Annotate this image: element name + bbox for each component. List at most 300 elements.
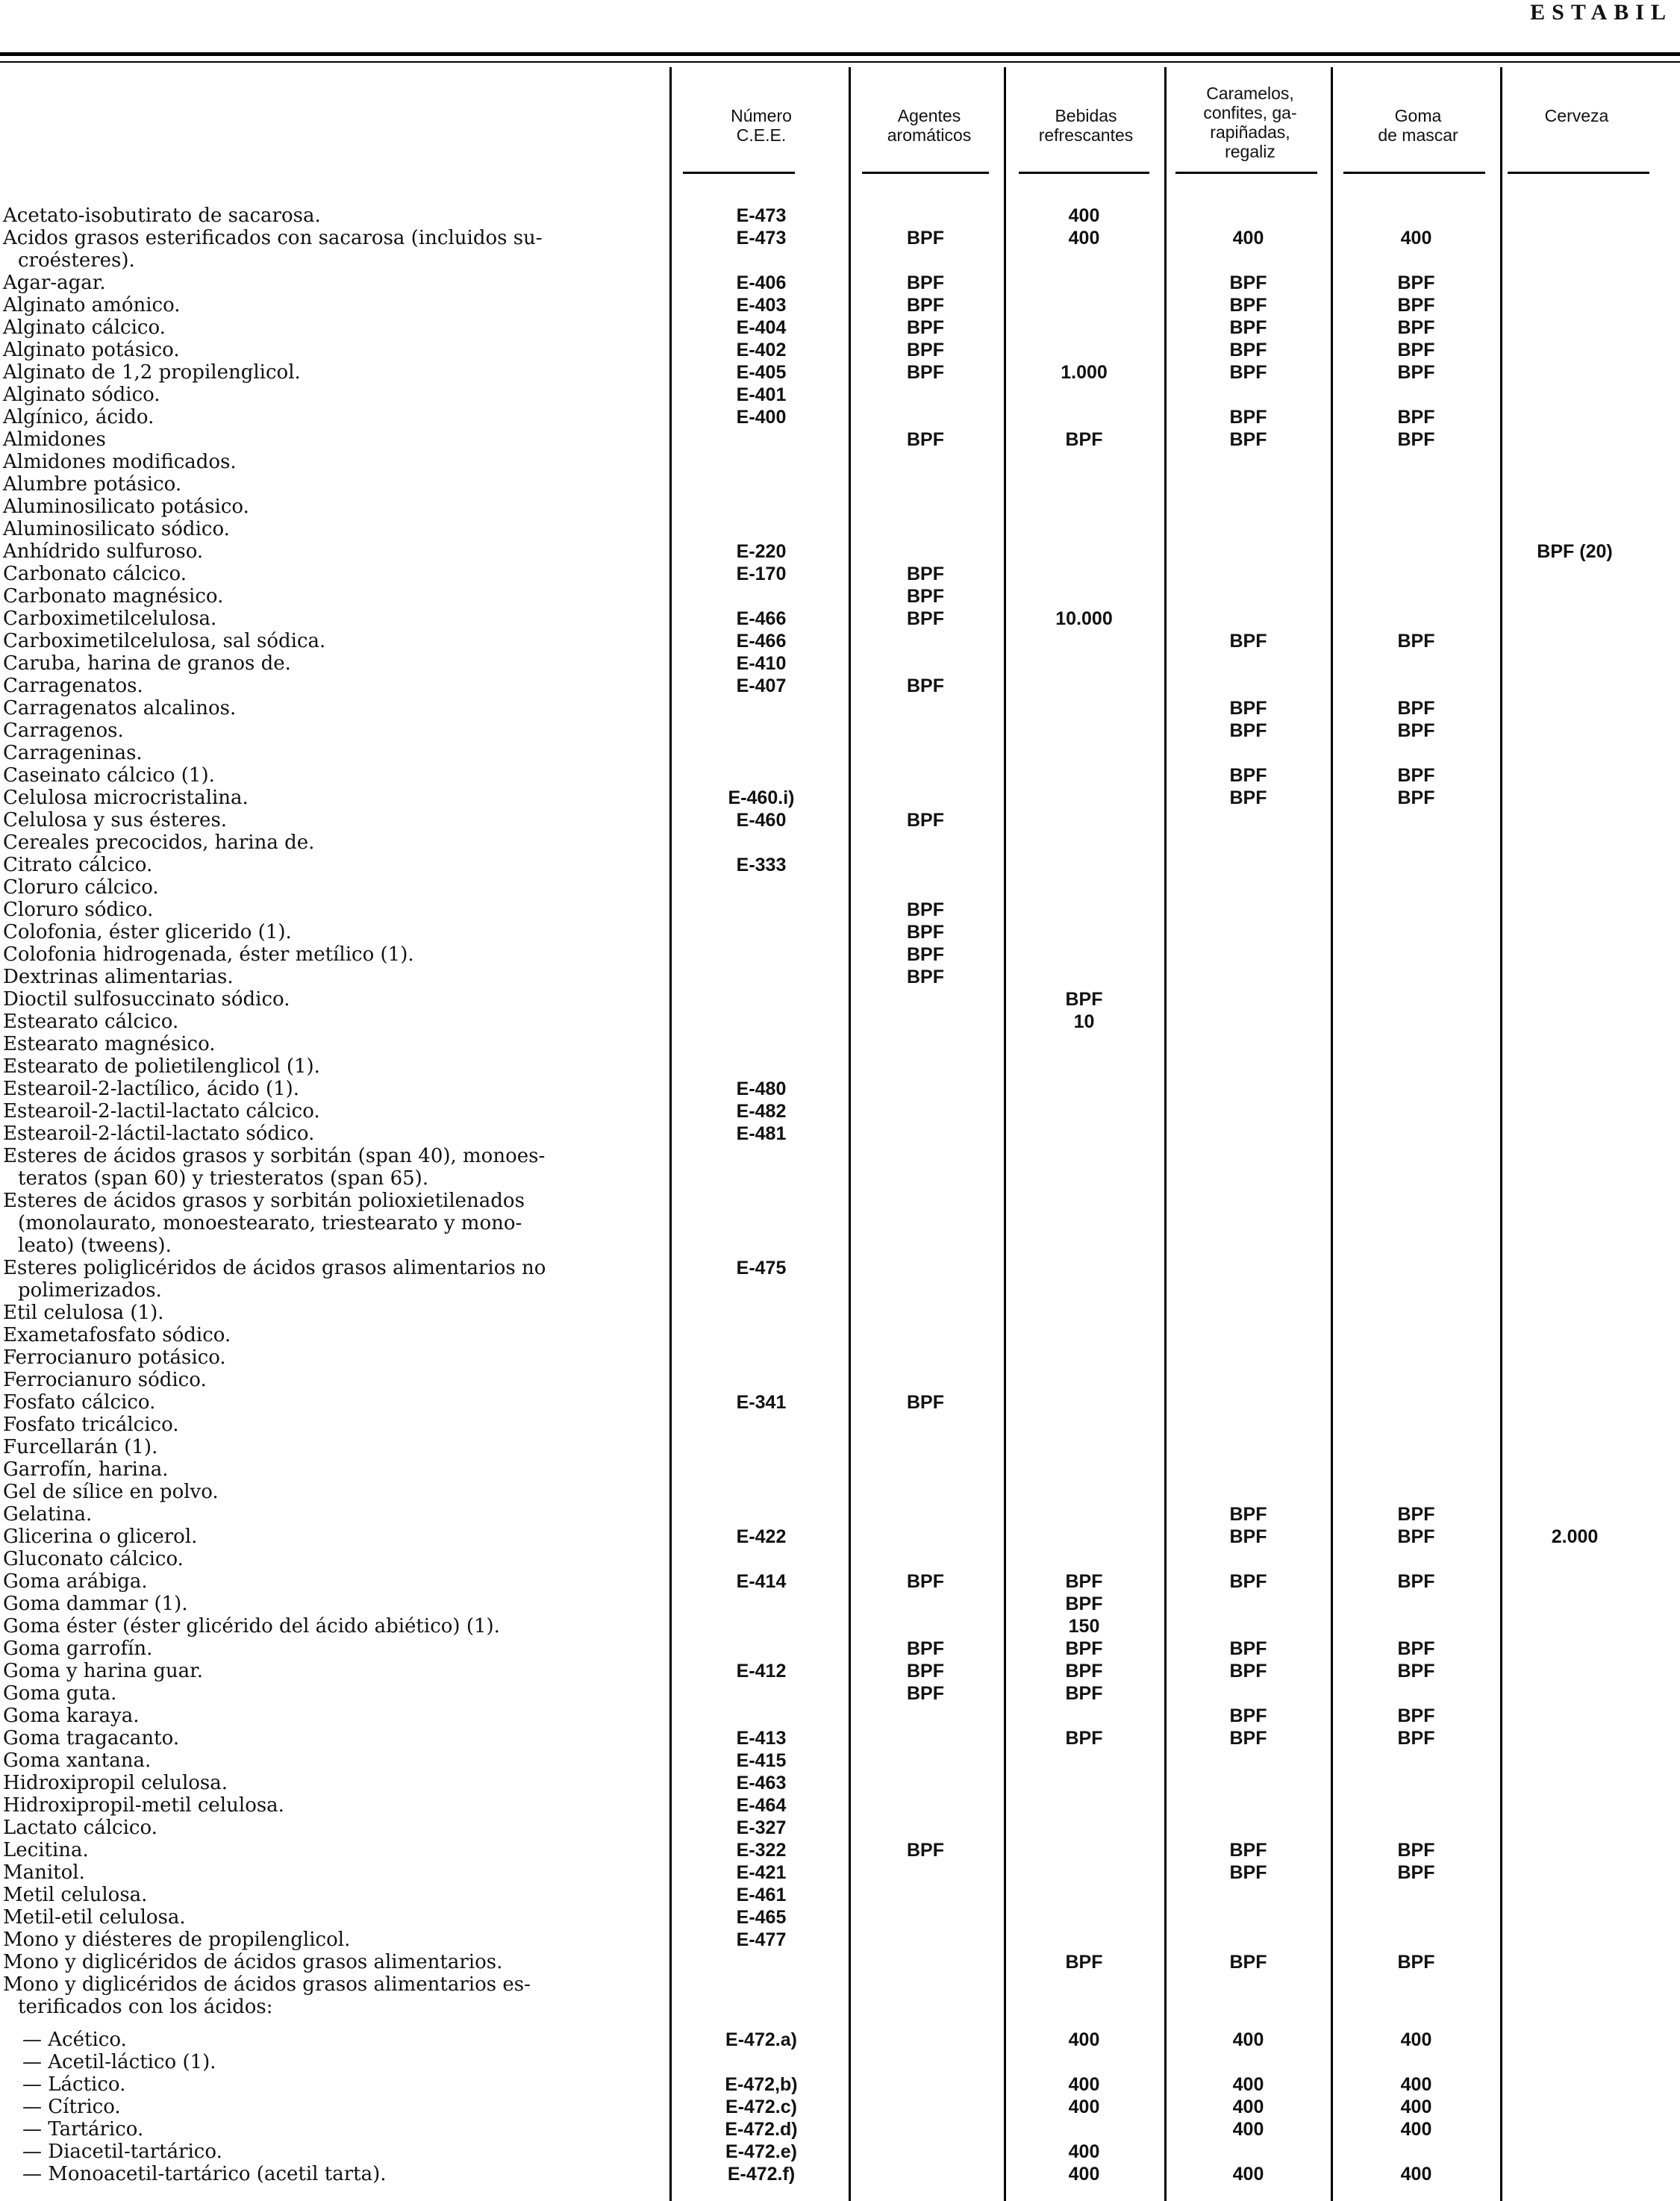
additive-name-line: Metil celulosa. — [3, 1884, 148, 1906]
header-underline — [1343, 172, 1485, 174]
table-cell: BPF — [1229, 407, 1267, 428]
table-row — [0, 1749, 1680, 1772]
additive-name-line: Exametafosfato sódico. — [3, 1324, 231, 1346]
table-cell: BPF — [1397, 295, 1435, 316]
table-cell: BPF — [1397, 272, 1435, 293]
table-cell: BPF — [907, 1392, 944, 1413]
table-cell: BPF — [1065, 1661, 1103, 1682]
table-cell: BPF — [1229, 1705, 1267, 1726]
additive-name — [3, 1817, 157, 1839]
additive-name — [3, 630, 325, 652]
header-underline — [1175, 172, 1317, 174]
table-cell: BPF — [1229, 317, 1267, 338]
table-row — [0, 1660, 1680, 1682]
additive-name — [3, 608, 216, 630]
table-cell: 400 — [1232, 228, 1264, 249]
table-cell: BPF — [1397, 1728, 1435, 1749]
table-cell: BPF — [1397, 1862, 1435, 1883]
table-cell: BPF — [1229, 1862, 1267, 1883]
table-cell: E-477 — [736, 1929, 787, 1950]
additive-name — [3, 1055, 320, 1078]
table-cell: E-405 — [736, 362, 787, 383]
additive-name-line: Alginato sódico. — [3, 384, 160, 406]
table-row — [0, 1369, 1680, 1391]
table-row — [0, 428, 1680, 451]
additive-name-line: Algínico, ácido. — [3, 406, 154, 428]
table-cell: E-415 — [736, 1750, 787, 1771]
table-cell: BPF — [907, 1683, 944, 1704]
additive-name — [3, 1100, 320, 1123]
additive-name — [3, 1929, 350, 1951]
additive-name — [22, 2029, 127, 2051]
table-row — [0, 2073, 1680, 2096]
table-cell: BPF — [1229, 631, 1267, 652]
additive-name — [3, 764, 215, 787]
table-cell: BPF — [1065, 989, 1103, 1010]
additive-name-line: Acidos grasos esterificados con sacarosa (incluidos su- — [3, 227, 543, 249]
table-cell: BPF — [907, 228, 944, 249]
additive-name — [22, 2118, 143, 2141]
additive-name-line: Cereales precocidos, harina de. — [3, 831, 315, 854]
column-header-3 — [1168, 84, 1332, 161]
table-cell: BPF — [907, 608, 944, 629]
additive-name — [3, 1078, 299, 1100]
additive-name — [3, 1839, 89, 1861]
additive-name — [3, 294, 181, 316]
additive-name-line: Estearoil-2-láctil-lactato sódico. — [3, 1123, 315, 1145]
table-cell: BPF — [907, 295, 944, 316]
table-cell: E-341 — [736, 1392, 787, 1413]
column-header-line: confites, ga- — [1203, 103, 1297, 122]
additive-name — [3, 697, 236, 719]
additive-name-line: Gel de sílice en polvo. — [3, 1481, 219, 1503]
table-cell: 400 — [1400, 228, 1432, 249]
table-cell: E-461 — [736, 1885, 787, 1905]
additive-name-line: Metil-etil celulosa. — [3, 1906, 186, 1929]
table-row — [0, 831, 1680, 854]
additive-name-line: Aluminosilicato sódico. — [3, 518, 230, 540]
table-cell: E-410 — [736, 653, 787, 674]
additive-name-line: Goma garrofín. — [3, 1638, 153, 1660]
table-cell: BPF — [1397, 698, 1435, 719]
table-cell: 400 — [1068, 2097, 1100, 2117]
table-cell: BPF — [1397, 407, 1435, 428]
table-row — [0, 496, 1680, 518]
table-cell: E-421 — [736, 1862, 787, 1883]
additive-name — [3, 428, 106, 451]
additive-name-line: Carrageninas. — [3, 742, 143, 764]
table-cell: BPF — [1229, 272, 1267, 293]
table-row — [0, 1100, 1680, 1123]
table-cell: E-402 — [736, 340, 787, 360]
additive-name — [3, 1749, 151, 1772]
column-header-line: de mascar — [1378, 125, 1458, 145]
table-cell: E-466 — [736, 631, 787, 652]
table-cell: BPF — [1065, 429, 1103, 450]
table-row — [0, 361, 1680, 384]
table-cell: E-460.i) — [728, 787, 795, 808]
table-cell: BPF — [1229, 429, 1267, 450]
table-row — [0, 1346, 1680, 1369]
additive-name-line: Celulosa microcristalina. — [3, 787, 249, 809]
additive-name — [3, 1973, 660, 2018]
table-cell: BPF — [1397, 631, 1435, 652]
table-cell: 400 — [1232, 2164, 1264, 2185]
additive-name — [3, 742, 143, 764]
additive-name — [3, 496, 249, 518]
additive-name-line: Alumbre potásico. — [3, 473, 182, 496]
additive-name — [3, 1369, 207, 1391]
table-row — [0, 1055, 1680, 1078]
additive-name — [3, 518, 230, 540]
table-row — [0, 1503, 1680, 1526]
additive-name — [3, 1794, 284, 1817]
table-row — [0, 1436, 1680, 1458]
additive-name — [3, 1660, 203, 1682]
table-row — [0, 1929, 1680, 1951]
additive-name-line: Esteres de ácidos grasos y sorbitán (span 40), monoes- — [3, 1145, 546, 1167]
additive-name — [3, 1615, 500, 1638]
additive-name-line: Garrofín, harina. — [3, 1458, 169, 1481]
table-cell: 10.000 — [1055, 608, 1113, 629]
additive-name — [3, 1526, 197, 1548]
table-cell: BPF — [1397, 787, 1435, 808]
additive-name-line: leato) (tweens). — [18, 1234, 172, 1257]
additive-name-line: Goma karaya. — [3, 1705, 140, 1727]
table-cell: BPF — [1065, 1593, 1103, 1614]
table-cell: 400 — [1232, 2097, 1264, 2117]
header-underline — [1019, 172, 1149, 174]
table-row — [0, 1078, 1680, 1100]
additive-name — [3, 1503, 92, 1526]
column-header-line: Agentes — [897, 106, 961, 125]
table-cell: BPF — [907, 272, 944, 293]
table-cell: BPF — [1397, 1526, 1435, 1547]
table-cell: BPF — [907, 1840, 944, 1861]
additive-name — [3, 205, 321, 227]
additive-name-line: Goma xantana. — [3, 1749, 152, 1772]
additive-name — [3, 316, 166, 339]
table-row — [0, 1794, 1680, 1817]
table-row — [0, 966, 1680, 988]
table-cell: BPF — [907, 1638, 944, 1659]
additive-name — [3, 1033, 216, 1055]
additive-name — [3, 966, 234, 988]
column-header-line: Número — [731, 106, 792, 125]
additive-name-line: Hidroxipropil celulosa. — [3, 1772, 228, 1794]
additive-name-line: Colofonia hidrogenada, éster metílico (1). — [3, 943, 414, 966]
additive-name — [3, 675, 143, 697]
additive-name — [3, 1705, 139, 1727]
additive-name — [22, 2073, 125, 2096]
table-cell: E-473 — [736, 205, 787, 226]
additive-name — [22, 2096, 121, 2118]
additive-name-line: terificados con los ácidos: — [18, 1996, 273, 2018]
additive-name — [3, 943, 414, 966]
table-row — [0, 608, 1680, 630]
table-cell: BPF — [1229, 1952, 1267, 1973]
table-cell: E-472.c) — [725, 2097, 797, 2117]
column-header-4 — [1336, 106, 1500, 145]
additive-name-line: Etil celulosa (1). — [3, 1302, 164, 1324]
table-row — [0, 1324, 1680, 1346]
additive-name — [3, 1011, 178, 1033]
column-header-0 — [675, 106, 847, 145]
additive-name — [3, 1481, 219, 1503]
additive-name-line: — Acetil-láctico (1). — [22, 2051, 216, 2073]
table-row — [0, 316, 1680, 339]
additive-name-line: Gluconato cálcico. — [3, 1548, 184, 1570]
additive-name — [3, 787, 249, 809]
table-row — [0, 921, 1680, 943]
additive-name-line: Carragenatos. — [3, 675, 143, 697]
additive-name — [3, 1414, 179, 1436]
table-row — [0, 339, 1680, 361]
table-cell: BPF — [907, 317, 944, 338]
table-cell: BPF — [1065, 1952, 1103, 1973]
additive-name — [3, 1570, 148, 1593]
table-cell: 150 — [1068, 1616, 1100, 1637]
additive-name-line: Cloruro sódico. — [3, 899, 154, 921]
table-cell: E-475 — [736, 1258, 787, 1279]
table-cell: E-403 — [736, 295, 787, 316]
table-cell: BPF — [1397, 1661, 1435, 1682]
column-header-2 — [1008, 106, 1164, 145]
table-cell: BPF — [1065, 1728, 1103, 1749]
table-cell: BPF — [1229, 1526, 1267, 1547]
additive-name — [3, 1593, 188, 1615]
table-row — [0, 1817, 1680, 1839]
additive-name-line: Caruba, harina de granos de. — [3, 652, 291, 675]
table-row — [0, 2051, 1680, 2073]
table-row — [0, 227, 1680, 272]
column-header-line: Caramelos, — [1206, 84, 1294, 103]
table-cell: BPF — [1397, 1504, 1435, 1525]
table-cell: BPF — [1229, 1840, 1267, 1861]
table-row — [0, 2163, 1680, 2185]
additive-name-line: Ferrocianuro potásico. — [3, 1346, 226, 1369]
table-cell: BPF — [907, 362, 944, 383]
table-row — [0, 1884, 1680, 1906]
table-cell: BPF — [1229, 787, 1267, 808]
additive-name-line: Colofonia, éster glicerido (1). — [3, 921, 292, 943]
additive-name — [3, 988, 290, 1011]
table-row — [0, 943, 1680, 966]
table-cell: BPF — [1229, 1571, 1267, 1592]
table-cell: E-220 — [736, 541, 787, 562]
header-underline — [1508, 172, 1649, 174]
additive-name-line: Manitol. — [3, 1861, 85, 1884]
additive-name — [3, 384, 160, 406]
additive-name-line: Lecitina. — [3, 1839, 89, 1861]
additive-name — [3, 1190, 660, 1257]
additive-name — [3, 1436, 157, 1458]
table-cell: 400 — [1068, 2029, 1100, 2050]
table-cell: 400 — [1068, 2164, 1100, 2185]
additive-name-line: Almidones — [3, 428, 106, 451]
table-row — [0, 1705, 1680, 1727]
additive-name-line: Estearoil-2-lactil-lactato cálcico. — [3, 1100, 320, 1123]
table-row — [0, 406, 1680, 428]
table-cell: BPF — [1397, 317, 1435, 338]
table-cell: E-480 — [736, 1078, 787, 1099]
table-row — [0, 1906, 1680, 1929]
column-header-1 — [855, 106, 1004, 145]
additive-name-line: Agar-agar. — [3, 272, 106, 294]
table-row — [0, 1548, 1680, 1570]
table-cell: E-407 — [736, 675, 787, 696]
table-cell: BPF — [1397, 362, 1435, 383]
additive-name-line: teratos (span 60) y triesteratos (span 65). — [18, 1167, 429, 1190]
additive-name-line: — Cítrico. — [22, 2096, 121, 2118]
table-row — [0, 473, 1680, 496]
table-cell: BPF — [1229, 1638, 1267, 1659]
table-row — [0, 1033, 1680, 1055]
table-row — [0, 1302, 1680, 1324]
additive-name-line: croésteres). — [18, 249, 135, 272]
table-row — [0, 1973, 1680, 2018]
table-cell: 400 — [1232, 2029, 1264, 2050]
table-cell: BPF — [1397, 1705, 1435, 1726]
additive-name-line: Glicerina o glicerol. — [3, 1526, 198, 1548]
table-row — [0, 2118, 1680, 2141]
column-header-line: aromáticos — [887, 125, 972, 145]
table-cell: BPF — [907, 967, 944, 987]
header-underline — [862, 172, 989, 174]
table-cell: BPF — [1397, 1840, 1435, 1861]
table-row — [0, 1615, 1680, 1638]
additive-name-line: Carboximetilcelulosa, sal sódica. — [3, 630, 326, 652]
additive-name-line: Carragenos. — [3, 719, 124, 742]
column-header-line: regaliz — [1225, 142, 1275, 161]
table-row — [0, 1123, 1680, 1145]
table-cell: BPF — [907, 944, 944, 965]
additive-name — [3, 921, 292, 943]
additive-name-line: Estearato cálcico. — [3, 1011, 179, 1033]
table-cell: BPF (20) — [1537, 541, 1613, 562]
table-cell: BPF — [907, 1571, 944, 1592]
additive-name — [3, 1727, 179, 1749]
table-cell: 2.000 — [1551, 1526, 1599, 1547]
table-row — [0, 1570, 1680, 1593]
additive-name-line: Goma dammar (1). — [3, 1593, 188, 1615]
table-cell: E-406 — [736, 272, 787, 293]
table-row — [0, 1481, 1680, 1503]
table-cell: E-170 — [736, 563, 787, 584]
table-cell: BPF — [1397, 1571, 1435, 1592]
table-cell: E-401 — [736, 384, 787, 405]
table-row — [0, 742, 1680, 764]
table-cell: E-482 — [736, 1101, 787, 1122]
top-rule-thin — [0, 61, 1680, 63]
table-row — [0, 675, 1680, 697]
table-cell: BPF — [1065, 1571, 1103, 1592]
table-row — [0, 518, 1680, 540]
table-row — [0, 652, 1680, 675]
table-cell: E-413 — [736, 1728, 787, 1749]
table-row — [0, 1011, 1680, 1033]
additive-name-line: Alginato amónico. — [3, 294, 181, 316]
table-cell: E-473 — [736, 228, 787, 249]
table-cell: E-472.d) — [725, 2119, 798, 2140]
table-cell: 400 — [1400, 2029, 1432, 2050]
additive-name — [3, 831, 314, 854]
table-row — [0, 1458, 1680, 1481]
table-row — [0, 719, 1680, 742]
table-row — [0, 630, 1680, 652]
table-cell: E-472,b) — [725, 2074, 798, 2095]
table-cell: 1.000 — [1061, 362, 1108, 383]
table-cell: BPF — [1229, 1504, 1267, 1525]
table-row — [0, 1682, 1680, 1705]
additive-name — [3, 451, 237, 473]
additive-name — [22, 2163, 386, 2185]
additive-name-line: Goma y harina guar. — [3, 1660, 204, 1682]
table-cell: BPF — [907, 586, 944, 607]
table-row — [0, 899, 1680, 921]
additive-name — [3, 1906, 186, 1929]
additive-name-line: Goma guta. — [3, 1682, 117, 1705]
additive-name-line: Goma éster (éster glicérido del ácido abiético) (1). — [3, 1615, 500, 1638]
table-cell: BPF — [907, 563, 944, 584]
additive-name — [3, 1951, 502, 1973]
additive-name — [3, 227, 660, 272]
additive-name-line: Hidroxipropil-metil celulosa. — [3, 1794, 284, 1817]
table-cell: BPF — [1229, 765, 1267, 786]
additive-name-line: Fosfato cálcico. — [3, 1391, 156, 1414]
table-row — [0, 876, 1680, 899]
table-row — [0, 1190, 1680, 1257]
table-row — [0, 1861, 1680, 1884]
table-row — [0, 451, 1680, 473]
additive-name-line: — Tartárico. — [22, 2118, 144, 2141]
additive-name-line: Mono y diglicéridos de ácidos grasos alimentarios. — [3, 1951, 503, 1973]
additive-name-line: Cloruro cálcico. — [3, 876, 159, 899]
additive-name — [3, 361, 301, 384]
additive-name-line: (monolaurato, monoestearato, triestearato y mono- — [18, 1212, 522, 1234]
table-cell: E-404 — [736, 317, 787, 338]
table-row — [0, 809, 1680, 831]
additive-name-line: Gelatina. — [3, 1503, 93, 1526]
table-cell: 400 — [1068, 2074, 1100, 2095]
additive-name-line: — Láctico. — [22, 2073, 126, 2096]
additive-name — [3, 1638, 152, 1660]
table-row — [0, 1839, 1680, 1861]
column-header-5 — [1504, 106, 1649, 125]
table-cell: BPF — [1065, 1683, 1103, 1704]
table-cell: BPF — [907, 899, 944, 920]
additive-name-line: Aluminosilicato potásico. — [3, 496, 249, 518]
table-row — [0, 585, 1680, 608]
additive-name — [3, 1302, 164, 1324]
additive-name-line: Goma tragacanto. — [3, 1727, 180, 1749]
additive-name-line: Alginato de 1,2 propilenglicol. — [3, 361, 301, 384]
table-cell: E-327 — [736, 1817, 787, 1838]
table-cell: E-472.a) — [725, 2029, 797, 2050]
additive-name — [3, 1391, 155, 1414]
additive-name-line: Esteres poliglicéridos de ácidos grasos alimentarios no — [3, 1257, 546, 1279]
additive-name-line: Almidones modificados. — [3, 451, 237, 473]
additive-name-line: Carboximetilcelulosa. — [3, 608, 217, 630]
table-cell: BPF — [907, 340, 944, 360]
table-cell: E-322 — [736, 1840, 787, 1861]
additive-name-line: Ferrocianuro sódico. — [3, 1369, 207, 1391]
additive-name-line: Acetato-isobutirato de sacarosa. — [3, 205, 321, 227]
table-cell: BPF — [1065, 1638, 1103, 1659]
additive-name — [3, 652, 291, 675]
table-cell: 400 — [1400, 2097, 1432, 2117]
table-row — [0, 1638, 1680, 1660]
